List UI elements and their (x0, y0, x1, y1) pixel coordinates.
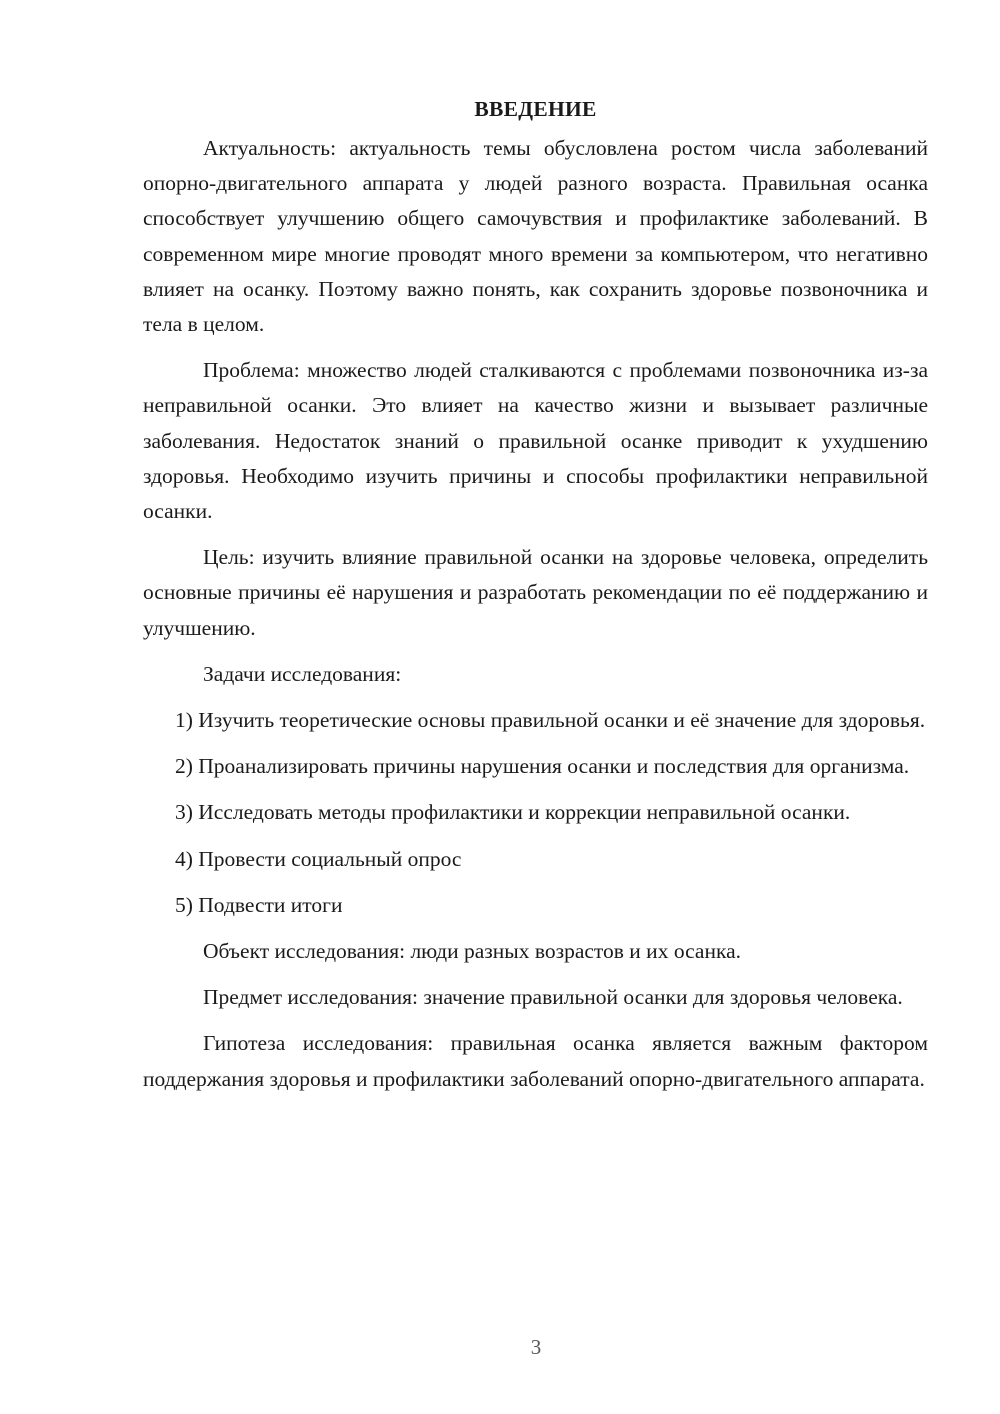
page-content (143, 92, 928, 1108)
page-number: 3 (530, 1335, 542, 1359)
paragraph-tasks-heading: Задачи исследования: (203, 661, 402, 686)
paragraph-goal: Цель: изучить влияние правильной осанки на здоровье человека, определить основные причины её нарушения и разработать рекомендации по её поддержанию и улучшению. (143, 545, 928, 640)
paragraph-problem: Проблема: множество людей сталкиваются с проблемами позвоночника из-за неправильной осанки. Это влияет на качество жизни и вызывает различные заболевания. Недостаток знаний о правильной осанке приводит к ухудшению здоровья. Необходимо изучить причины и способы профилактики неправильной осанки. (143, 358, 928, 524)
paragraph-hypothesis: Гипотеза исследования: правильная осанка является важным фактором поддержания здоровья и профилактики заболеваний опорно-двигательного аппарата. (143, 1031, 928, 1091)
task-item-4: 4) Провести социальный опрос (175, 846, 462, 871)
task-item-5: 5) Подвести итоги (175, 892, 343, 917)
paragraph-object: Объект исследования: люди разных возрастов и их осанка. (203, 939, 741, 964)
paragraph-relevance: Актуальность: актуальность темы обусловлена ростом числа заболеваний опорно-двигательного аппарата у людей разного возраста. Правильная осанка способствует улучшению общего самочувствия и профилактике заболеваний. В современном мире многие проводят много времени за компьютером, что негативно влияет на осанку. Поэтому важно понять, как сохранить здоровье позвоночника и тела в целом. (143, 136, 928, 337)
page-heading: ВВЕДЕНИЕ (474, 97, 597, 121)
task-item-1: 1) Изучить теоретические основы правильной осанки и её значение для здоровья. (175, 708, 926, 733)
paragraph-subject: Предмет исследования: значение правильной осанки для здоровья человека. (203, 985, 903, 1010)
task-item-2: 2) Проанализировать причины нарушения осанки и последствия для организма. (175, 754, 910, 779)
task-item-3: 3) Исследовать методы профилактики и коррекции неправильной осанки. (175, 800, 851, 825)
